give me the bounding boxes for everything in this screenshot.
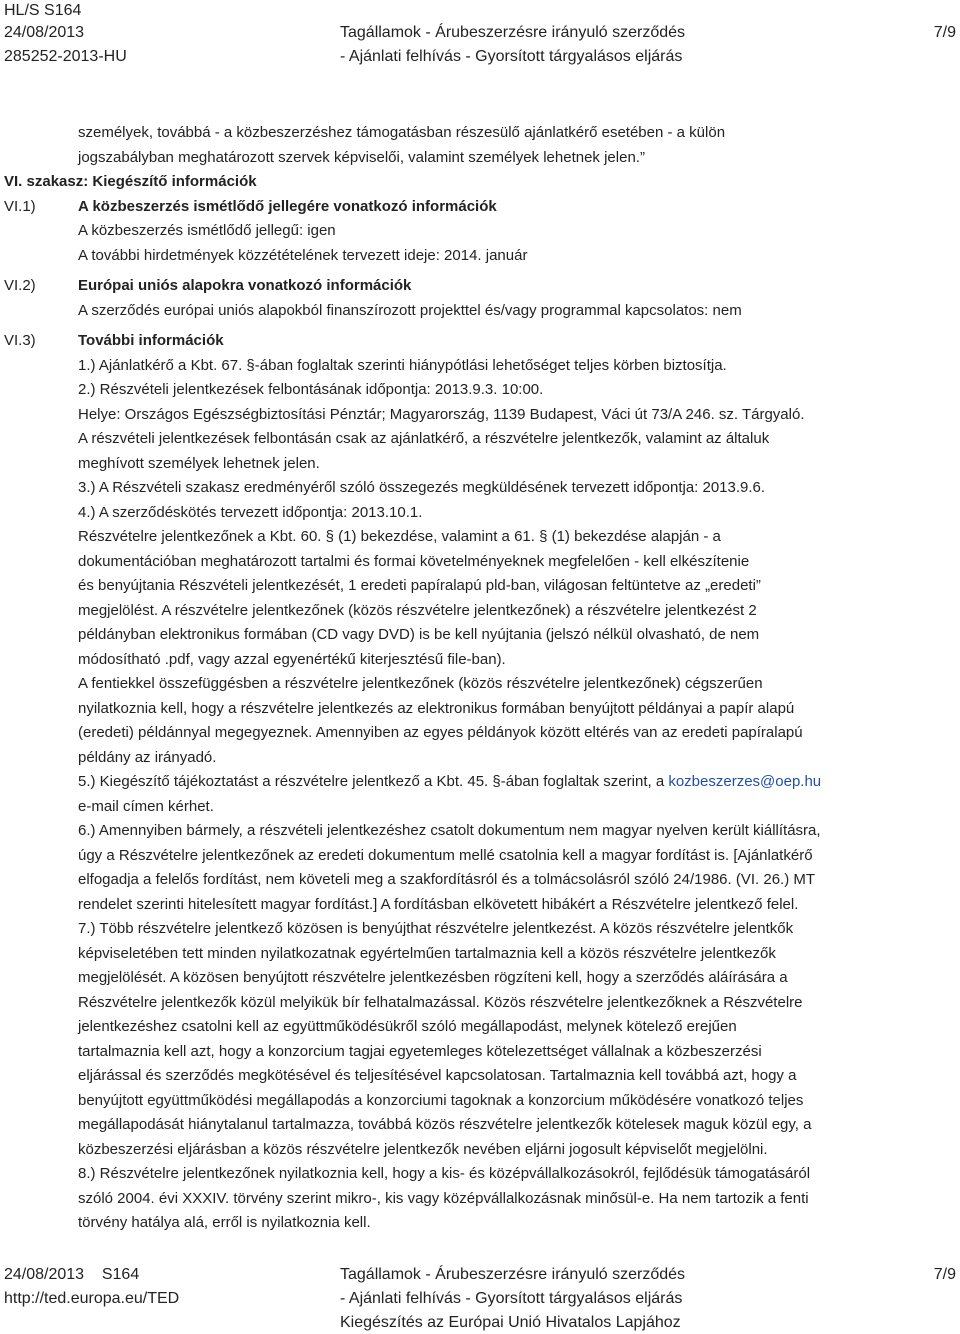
text-line: úgy a Részvételre jelentkezőnek az eredeti dokumentum mellé csatolnia kell a magyar fordítást is. [Ajánlatkérő [78, 846, 813, 864]
footer-page-number: 7/9 [933, 1266, 956, 1283]
header-ref: 285252-2013-HU [4, 48, 127, 65]
text-line: 3.) A Részvételi szakasz eredményéről szóló összegezés megküldésének tervezett időpontja: 2013.9.6. [78, 479, 766, 496]
text-line: A közbeszerzés ismétlődő jellegű: igen [78, 222, 336, 239]
section-number: VI.1) [4, 197, 36, 215]
text-line: Részvételre jelentkezőnek a Kbt. 60. § (1) bekezdése, valamint a 61. § (1) bekezdése alapján - a [78, 528, 721, 545]
header-date: 24/08/2013 [4, 24, 85, 41]
document-body [0, 121, 960, 1236]
text-line: A további hirdetmények közzétételének tervezett ideje: 2014. január [78, 246, 528, 264]
text-line: 8.) Részvételre jelentkezőnek nyilatkoznia kell, hogy a kis- és középvállalkozásokról, fejlődésük támogatásáról [78, 1165, 811, 1182]
text-line: közbeszerzési eljárásban a közös részvételre jelentkezők nevében eljárni jogosult képviselőt megjelölni. [78, 1140, 768, 1158]
section-vi1 [0, 195, 960, 269]
email-link[interactable]: kozbeszerzes@oep.hu [668, 773, 822, 790]
text-line: tartalmaznia kell azt, hogy a konzorcium tagjai egyetemleges kötelezettséget vállalnak a közbeszerzési [78, 1042, 762, 1060]
page-footer [0, 1262, 960, 1334]
text-line: példányban elektronikus formában (CD vagy DVD) is be kell nyújtania (jelszó nélkül olvasható, de nem [78, 626, 760, 643]
text-line: törvény hatálya alá, erről is nyilatkoznia kell. [78, 1214, 371, 1231]
doc-code: HL/S S164 [4, 2, 82, 19]
section-number: VI.2) [4, 277, 36, 294]
text-line: 1.) Ajánlatkérő a Kbt. 67. §-ában foglaltak szerinti hiánypótlási lehetőséget teljes körben biztosítja. [78, 356, 727, 374]
text-line: A részvételi jelentkezések felbontásán csak az ajánlatkérő, a részvételre jelentkezők, valamint az általuk [78, 430, 770, 447]
text-line: képviseletében tett minden nyilatkozatnak egyértelműen tartalmaznia kell a közös részvételre jelentkezők [78, 944, 776, 962]
header-title-line2: - Ajánlati felhívás - Gyorsított tárgyalásos eljárás [340, 48, 683, 65]
text-line: (eredeti) példánnyal megegyeznek. Amennyiben az egyes példányok között eltérés van az eredeti papíralapú [78, 724, 803, 741]
text-line: és benyújtania Részvételi jelentkezését, 1 eredeti papíralapú pld-ban, világosan feltüntetve az „eredeti” [78, 577, 761, 594]
footer-title-line1: Tagállamok - Árubeszerzésre irányuló szerződés [340, 1266, 686, 1283]
section-title: VI. szakasz: Kiegészítő információk [4, 173, 257, 190]
section-vi2 [0, 274, 960, 323]
footer-url[interactable]: http://ted.europa.eu/TED [4, 1290, 180, 1307]
section-heading: Európai uniós alapokra vonatkozó információk [78, 277, 412, 294]
text-line: jelentkezéshez csatolni kell az együttműködésükről szóló megállapodást, melynek kötelező erejűen [78, 1018, 737, 1035]
text-line: 5.) Kiegészítő tájékoztatást a részvételre jelentkező a Kbt. 45. §-ában foglaltak szerint, a kozbeszerzes@oep.hu [78, 773, 822, 790]
section-heading: További információk [78, 332, 224, 349]
text-line: A szerződés európai uniós alapokból finanszírozott projekttel és/vagy programmal kapcsolatos: nem [78, 301, 742, 319]
footer-date-code: 24/08/2013 S164 [4, 1266, 140, 1283]
text-line: meghívott személyek lehetnek jelen. [78, 454, 320, 472]
intro-line: személyek, továbbá - a közbeszerzéshez támogatásban részesülő ajánlatkérő esetében - a külön [78, 124, 726, 141]
header-title-line1: Tagállamok - Árubeszerzésre irányuló szerződés [340, 24, 686, 41]
text-line: dokumentációban meghatározott tartalmi és formai követelményeknek megfelelően - kell elkészítenie [78, 552, 750, 570]
text-line: megjelölését. A közösen benyújtott részvételre jelentkezésben rögzíteni kell, hogy a szerződés aláírására a [78, 969, 788, 986]
footer-title-line3: Kiegészítés az Európai Unió Hivatalos Lapjához [340, 1314, 681, 1331]
text-line: Részvételre jelentkezők közül melyikük bír felhatalmazással. Közös részvételre jelentkezőknek a Részvételre [78, 993, 803, 1011]
section-heading: A közbeszerzés ismétlődő jellegére vonatkozó információk [78, 197, 497, 215]
text-line: benyújtott együttműködési megállapodás a konzorciumi tagoknak a konzorcium működésére vonatkozó teljes [78, 1091, 804, 1109]
text-line: szóló 2004. évi XXXIV. törvény szerint mikro-, kis vagy középvállalkozásnak minősül-e. Ha nem tartozik a fenti [78, 1189, 809, 1207]
text-line: elfogadja a felelős fordítást, nem követeli meg a szakfordításról és a tolmácsolásról szóló 24/1986. (VI. 26.) MT [78, 871, 816, 888]
text-line: megállapodását hiánytalanul tartalmazza, továbbá közös részvételre jelentkezők kötelesek maguk közül egy, a [78, 1116, 812, 1133]
text-line: rendelet szerinti hitelesített magyar fordítást.] A fordításban elkövetett hibákért a Részvételre jelentkező felel. [78, 895, 799, 913]
text-line: 4.) A szerződéskötés tervezett időpontja: 2013.10.1. [78, 503, 423, 521]
text-line: A fentiekkel összefüggésben a részvételre jelentkezőnek (közös részvételre jelentkezőnek) cégszerűen [78, 675, 763, 692]
section-number: VI.3) [4, 332, 36, 349]
text-line: példány az irányadó. [78, 748, 217, 766]
section-vi3 [0, 329, 960, 1236]
text-line: nyilatkoznia kell, hogy a részvételre jelentkezés az elektronikus formában benyújtott példányai a papír alapú [78, 699, 795, 717]
footer-title-line2: - Ajánlati felhívás - Gyorsított tárgyalásos eljárás [340, 1290, 683, 1307]
text-line: e-mail címen kérhet. [78, 797, 214, 815]
text-line: 2.) Részvételi jelentkezések felbontásának időpontja: 2013.9.3. 10:00. [78, 381, 544, 398]
text-line: 7.) Több részvételre jelentkező közösen is benyújthat részvételre jelentkezést. A közös részvételre jelentkők [78, 920, 794, 937]
text-line: megjelölést. A részvételre jelentkezőnek (közös részvételre jelentkezőnek) a részvételre jelentkezést 2 [78, 601, 757, 619]
intro-line: jogszabályban meghatározott szervek képviselői, valamint személyek lehetnek jelen.” [78, 148, 645, 166]
text-line: 6.) Amennyiben bármely, a részvételi jelentkezéshez csatolt dokumentum nem magyar nyelven került kiállításra, [78, 822, 821, 839]
header-page-number: 7/9 [933, 24, 956, 41]
text-line: Helye: Országos Egészségbiztosítási Pénztár; Magyarország, 1139 Budapest, Váci út 73/A 246. sz. Tárgyaló. [78, 405, 805, 423]
text-line: eljárással és szerződés megkötésével és teljesítésével kapcsolatosan. Tartalmaznia kell továbbá azt, hogy a [78, 1067, 797, 1084]
text-line: módosítható .pdf, vagy azzal egyenértékű kiterjesztésű file-ban). [78, 650, 506, 668]
page-header [0, 0, 960, 70]
